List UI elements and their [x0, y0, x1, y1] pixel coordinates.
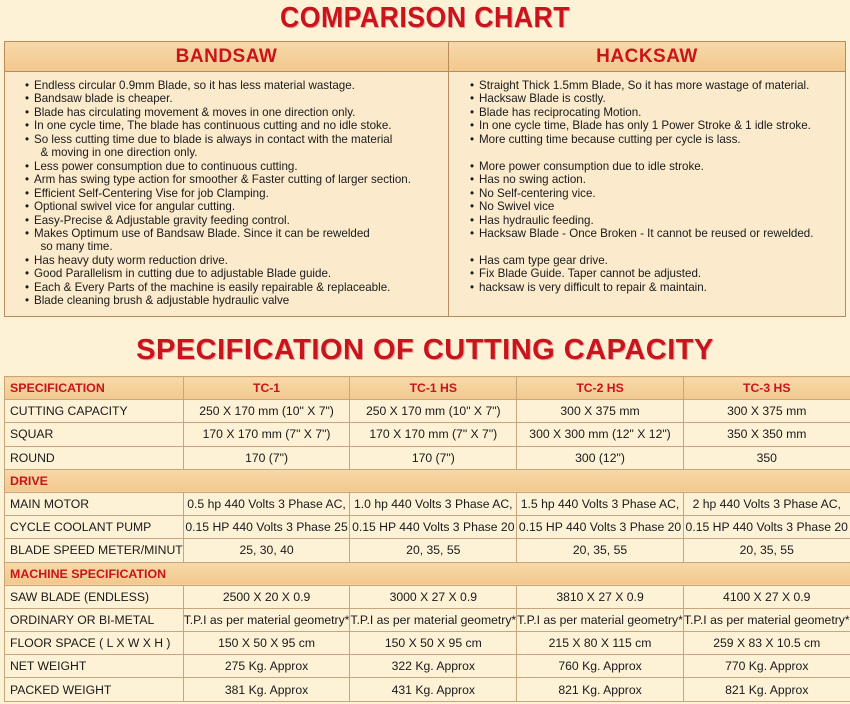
bandsaw-header: BANDSAW	[5, 42, 449, 72]
list-item: • So less cutting time due to blade is always in contact with the material & moving in one direction only.	[25, 133, 411, 160]
row-label: MAIN MOTOR	[5, 492, 184, 515]
table-cell: 3000 X 27 X 0.9	[350, 585, 517, 608]
table-cell: 0.15 HP 440 Volts 3 Phase 20	[517, 516, 684, 539]
list-item: • Has hydraulic feeding.	[470, 214, 813, 227]
table-cell: 170 X 170 mm (7" X 7")	[350, 423, 517, 446]
table-cell: 1.5 hp 440 Volts 3 Phase AC,	[517, 492, 684, 515]
spec-title: SPECIFICATION OF CUTTING CAPACITY	[136, 334, 714, 366]
table-cell: 350 X 350 mm	[683, 423, 850, 446]
list-item: • Endless circular 0.9mm Blade, so it has less material wastage.	[25, 79, 411, 92]
list-item: • Good Parallelism in cutting due to adjustable Blade guide.	[25, 267, 411, 280]
table-cell: 350	[683, 446, 850, 469]
list-item: • Blade has circulating movement & moves in one direction only.	[25, 106, 411, 119]
table-cell: 0.15 HP 440 Volts 3 Phase 25	[183, 516, 350, 539]
header-cell-model: TC-2 HS	[517, 377, 684, 400]
table-cell: T.P.I as per material geometry*	[517, 608, 684, 631]
table-cell: 1.0 hp 440 Volts 3 Phase AC,	[350, 492, 517, 515]
comparison-title: COMPARISON CHART	[280, 2, 570, 34]
list-item: • Has cam type gear drive.	[470, 254, 813, 267]
table-cell: 0.15 HP 440 Volts 3 Phase 20	[683, 516, 850, 539]
table-cell: 300 X 375 mm	[683, 400, 850, 423]
table-cell: 770 Kg. Approx	[683, 655, 850, 678]
table-row	[5, 632, 850, 655]
list-item: • Makes Optimum use of Bandsaw Blade. Since it can be rewelded so many time.	[25, 227, 411, 254]
list-item: • Less power consumption due to continuous cutting.	[25, 160, 411, 173]
table-cell: 3810 X 27 X 0.9	[517, 585, 684, 608]
list-item: • Straight Thick 1.5mm Blade, So it has more wastage of material.	[470, 79, 813, 92]
table-row	[5, 400, 850, 423]
row-label: BLADE SPEED METER/MINUT	[5, 539, 184, 562]
section-row	[5, 469, 850, 492]
table-cell: 821 Kg. Approx	[683, 678, 850, 701]
list-item: • In one cycle time, Blade has only 1 Power Stroke & 1 idle stroke.	[470, 119, 813, 132]
row-label: ROUND	[5, 446, 184, 469]
header-cell-model: TC-1	[183, 377, 350, 400]
list-item: • Has no swing action.	[470, 173, 813, 186]
table-cell: 300 X 300 mm (12" X 12")	[517, 423, 684, 446]
table-cell: T.P.I as per material geometry*	[350, 608, 517, 631]
table-cell: 2500 X 20 X 0.9	[183, 585, 350, 608]
table-cell: 431 Kg. Approx	[350, 678, 517, 701]
table-cell: 275 Kg. Approx	[183, 655, 350, 678]
table-cell: 250 X 170 mm (10" X 7")	[350, 400, 517, 423]
hacksaw-header: HACKSAW	[449, 42, 845, 72]
table-header-row	[5, 377, 850, 400]
table-cell: 0.5 hp 440 Volts 3 Phase AC,	[183, 492, 350, 515]
list-item: • Easy-Precise & Adjustable gravity feeding control.	[25, 214, 411, 227]
table-cell: 821 Kg. Approx	[517, 678, 684, 701]
table-cell: 170 X 170 mm (7" X 7")	[183, 423, 350, 446]
table-cell: 2 hp 440 Volts 3 Phase AC,	[683, 492, 850, 515]
table-cell: 250 X 170 mm (10" X 7")	[183, 400, 350, 423]
row-label: NET WEIGHT	[5, 655, 184, 678]
list-item: • Blade has reciprocating Motion.	[470, 106, 813, 119]
table-cell: 150 X 50 X 95 cm	[350, 632, 517, 655]
header-cell-model: TC-1 HS	[350, 377, 517, 400]
table-cell: 381 Kg. Approx	[183, 678, 350, 701]
column-divider	[448, 71, 449, 316]
list-spacer	[470, 146, 813, 159]
list-item: • Each & Every Parts of the machine is easily repairable & replaceable.	[25, 281, 411, 294]
row-label: CYCLE COOLANT PUMP	[5, 516, 184, 539]
table-row	[5, 516, 850, 539]
list-item: • Has heavy duty worm reduction drive.	[25, 254, 411, 267]
table-row	[5, 655, 850, 678]
table-cell: 20, 35, 55	[683, 539, 850, 562]
table-cell: 322 Kg. Approx	[350, 655, 517, 678]
row-label: CUTTING CAPACITY	[5, 400, 184, 423]
table-cell: 170 (7")	[183, 446, 350, 469]
row-label: SQUAR	[5, 423, 184, 446]
list-item: • Fix Blade Guide. Taper cannot be adjusted.	[470, 267, 813, 280]
table-cell: 20, 35, 55	[350, 539, 517, 562]
table-cell: 760 Kg. Approx	[517, 655, 684, 678]
section-label: MACHINE SPECIFICATION	[5, 562, 850, 585]
list-item: • In one cycle time, The blade has continuous cutting and no idle stoke.	[25, 119, 411, 132]
table-cell: 259 X 83 X 10.5 cm	[683, 632, 850, 655]
row-label: ORDINARY OR BI-METAL	[5, 608, 184, 631]
table-row	[5, 446, 850, 469]
row-label: PACKED WEIGHT	[5, 678, 184, 701]
list-item: • No Self-centering vice.	[470, 187, 813, 200]
list-item: • Optional swivel vice for angular cutting.	[25, 200, 411, 213]
table-cell: T.P.I as per material geometry*	[183, 608, 350, 631]
list-item: • Hacksaw Blade - Once Broken - It cannot be reused or rewelded.	[470, 227, 813, 240]
table-cell: 215 X 80 X 115 cm	[517, 632, 684, 655]
table-cell: 4100 X 27 X 0.9	[683, 585, 850, 608]
list-item: • More power consumption due to idle stroke.	[470, 160, 813, 173]
table-cell: 300 (12")	[517, 446, 684, 469]
row-label: FLOOR SPACE ( L X W X H )	[5, 632, 184, 655]
table-row	[5, 539, 850, 562]
section-row	[5, 562, 850, 585]
table-cell: 25, 30, 40	[183, 539, 350, 562]
table-cell: 150 X 50 X 95 cm	[183, 632, 350, 655]
row-label: SAW BLADE (ENDLESS)	[5, 585, 184, 608]
hacksaw-points-list	[470, 79, 813, 294]
spec-table	[4, 376, 850, 702]
table-cell: 300 X 375 mm	[517, 400, 684, 423]
list-item: • Bandsaw blade is cheaper.	[25, 92, 411, 105]
header-cell-label: SPECIFICATION	[5, 377, 184, 400]
table-row	[5, 492, 850, 515]
list-item: • Efficient Self-Centering Vise for job Clamping.	[25, 187, 411, 200]
list-spacer	[470, 240, 813, 253]
bandsaw-points-list	[25, 79, 411, 308]
list-item: • hacksaw is very difficult to repair & maintain.	[470, 281, 813, 294]
table-cell: 0.15 HP 440 Volts 3 Phase 20	[350, 516, 517, 539]
table-row	[5, 423, 850, 446]
list-item: • Arm has swing type action for smoother & Faster cutting of larger section.	[25, 173, 411, 186]
table-row	[5, 585, 850, 608]
header-cell-model: TC-3 HS	[683, 377, 850, 400]
table-cell: 20, 35, 55	[517, 539, 684, 562]
table-cell: T.P.I as per material geometry*	[683, 608, 850, 631]
comparison-panel	[4, 41, 846, 317]
table-row	[5, 678, 850, 701]
table-cell: 170 (7")	[350, 446, 517, 469]
list-item: • Blade cleaning brush & adjustable hydraulic valve	[25, 294, 411, 307]
list-item: • Hacksaw Blade is costly.	[470, 92, 813, 105]
table-row	[5, 608, 850, 631]
list-item: • More cutting time because cutting per cycle is lass.	[470, 133, 813, 146]
list-item: • No Swivel vice	[470, 200, 813, 213]
section-label: DRIVE	[5, 469, 850, 492]
